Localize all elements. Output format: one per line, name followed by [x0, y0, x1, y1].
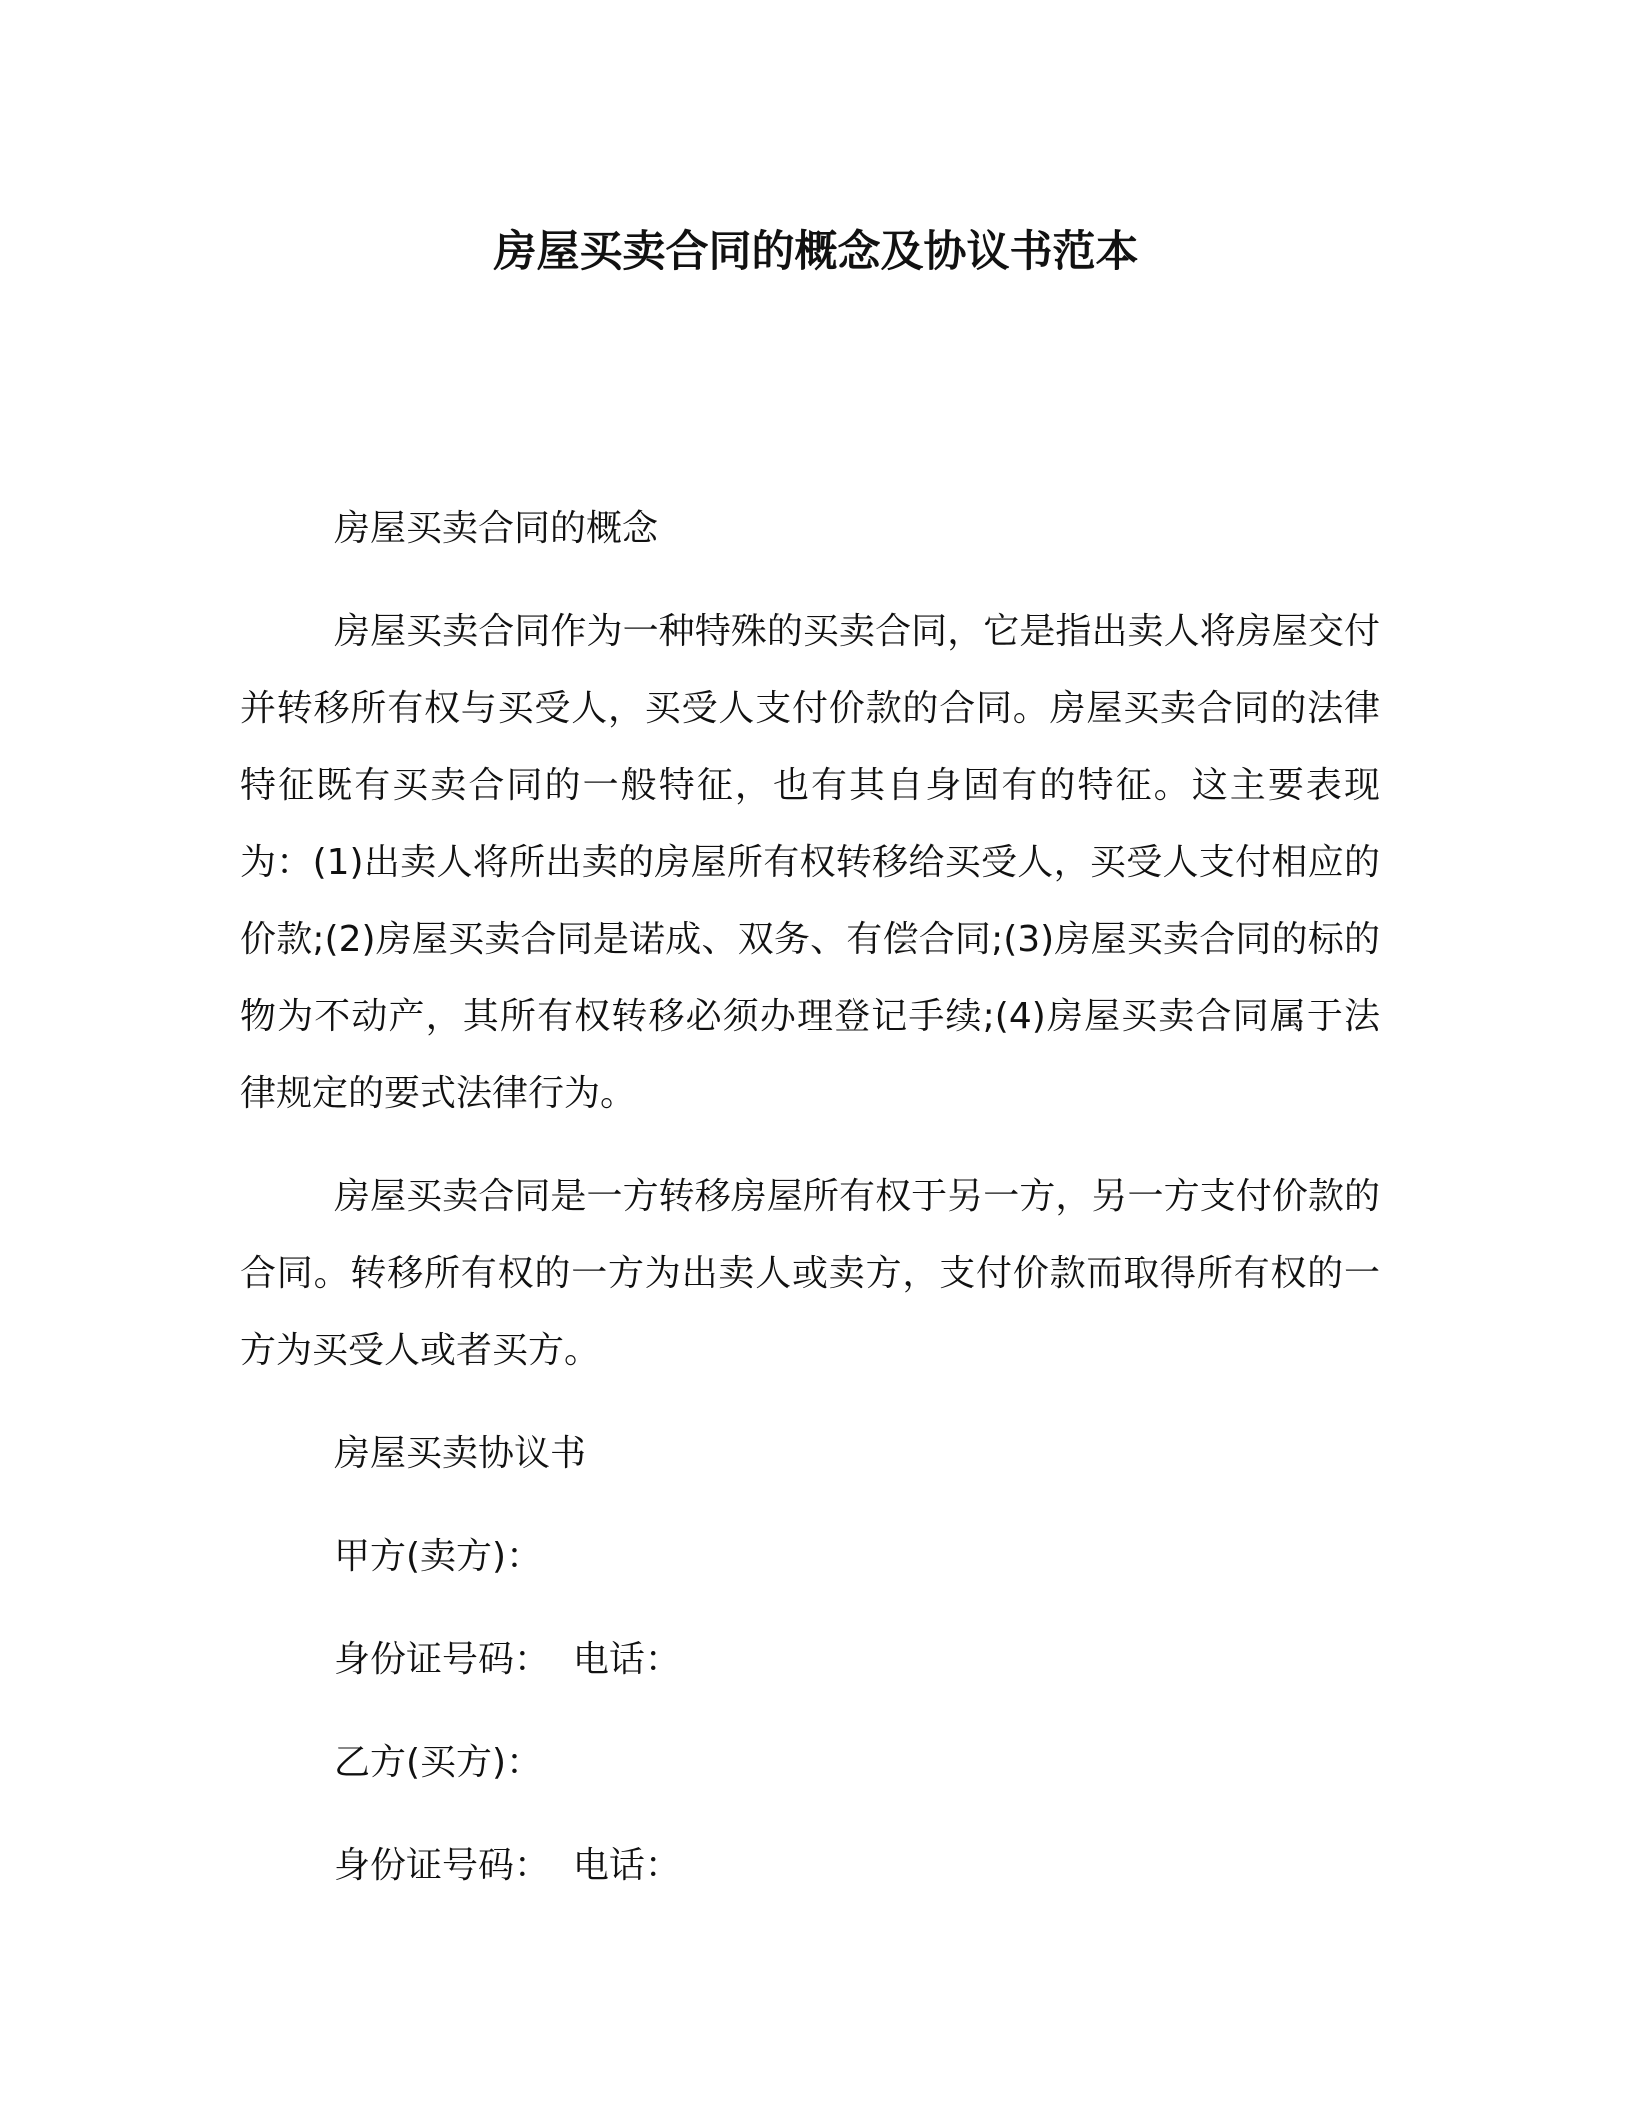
- document-body: [240, 490, 1380, 1930]
- paragraph-concept-parties: 房屋买卖合同是一方转移房屋所有权于另一方，另一方支付价款的合同。转移所有权的一方为出卖人或卖方，支付价款而取得所有权的一方为买受人或者买方。: [240, 1176, 1380, 1371]
- field-party-b-id-phone: 身份证号码： 电话：: [334, 1845, 681, 1886]
- paragraph-concept-definition: 房屋买卖合同作为一种特殊的买卖合同，它是指出卖人将房屋交付并转移所有权与买受人，买受人支付价款的合同。房屋买卖合同的法律特征既有买卖合同的一般特征，也有其自身固有的特征。这主要表现为：(1)出卖人将所出卖的房屋所有权转移给买受人，买受人支付相应的价款;(2)房屋买卖合同是诺成、双务、有偿合同;(3)房屋买卖合同的标的物为不动产，其所有权转移必须办理登记手续;(4)房屋买卖合同属于法律规定的要式法律行为。: [240, 611, 1380, 1114]
- field-party-b: 乙方(买方)：: [334, 1742, 543, 1783]
- section-heading-concept: 房屋买卖合同的概念: [334, 508, 659, 549]
- section-heading-agreement: 房屋买卖协议书: [334, 1433, 587, 1474]
- document-title: 房屋买卖合同的概念及协议书范本: [493, 227, 1139, 277]
- field-party-a-id-phone: 身份证号码： 电话：: [334, 1639, 681, 1680]
- field-party-a: 甲方(卖方)：: [334, 1536, 543, 1577]
